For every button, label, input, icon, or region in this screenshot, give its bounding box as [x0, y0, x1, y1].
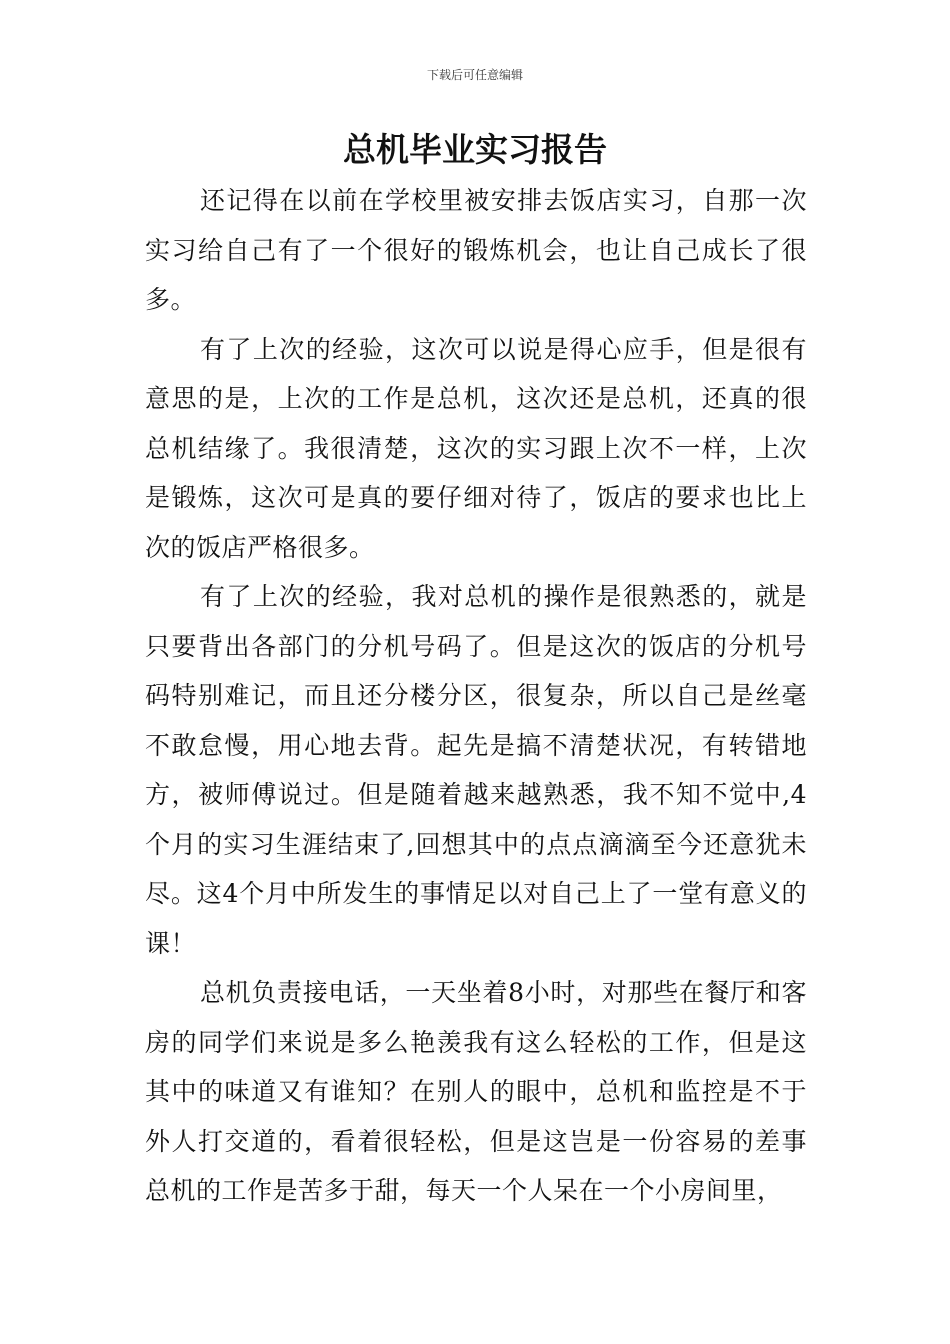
header-note: 下载后可任意编辑 [426, 68, 523, 82]
paragraph-3: 有了上次的经验，我对总机的操作是很熟悉的，就是只要背出各部门的分机号码了。但是这次的饭店的分机号码特别难记，而且还分楼分区，很复杂，所以自己是丝毫不敢怠慢，用心地去背。起先是搞不清楚状况，有转错地方，被师傅说过。但是随着越来越熟悉，我不知不觉中,4个月的实习生涯结束了,回想其中的点点滴滴至今还意犹未尽。这4个月中所发生的事情足以对自己上了一堂有意义的课！ [145, 582, 807, 958]
paragraph-1: 还记得在以前在学校里被安排去饭店实习，自那一次实习给自己有了一个很好的锻炼机会，也让自己成长了很多。 [145, 186, 807, 314]
paragraph-2: 有了上次的经验，这次可以说是得心应手，但是很有意思的是，上次的工作是总机，这次还是总机，还真的很总机结缘了。我很清楚，这次的实习跟上次不一样，上次是锻炼，这次可是真的要仔细对待了，饭店的要求也比上次的饭店严格很多。 [145, 334, 807, 562]
document-body [145, 176, 807, 1216]
document-title: 总机毕业实习报告 [343, 130, 607, 169]
paragraph-4: 总机负责接电话，一天坐着8小时，对那些在餐厅和客房的同学们来说是多么艳羡我有这么轻松的工作，但是这其中的味道又有谁知？在别人的眼中，总机和监控是不于外人打交道的，看着很轻松，但是这岂是一份容易的差事总机的工作是苦多于甜，每天一个人呆在一个小房间里， [145, 978, 807, 1205]
